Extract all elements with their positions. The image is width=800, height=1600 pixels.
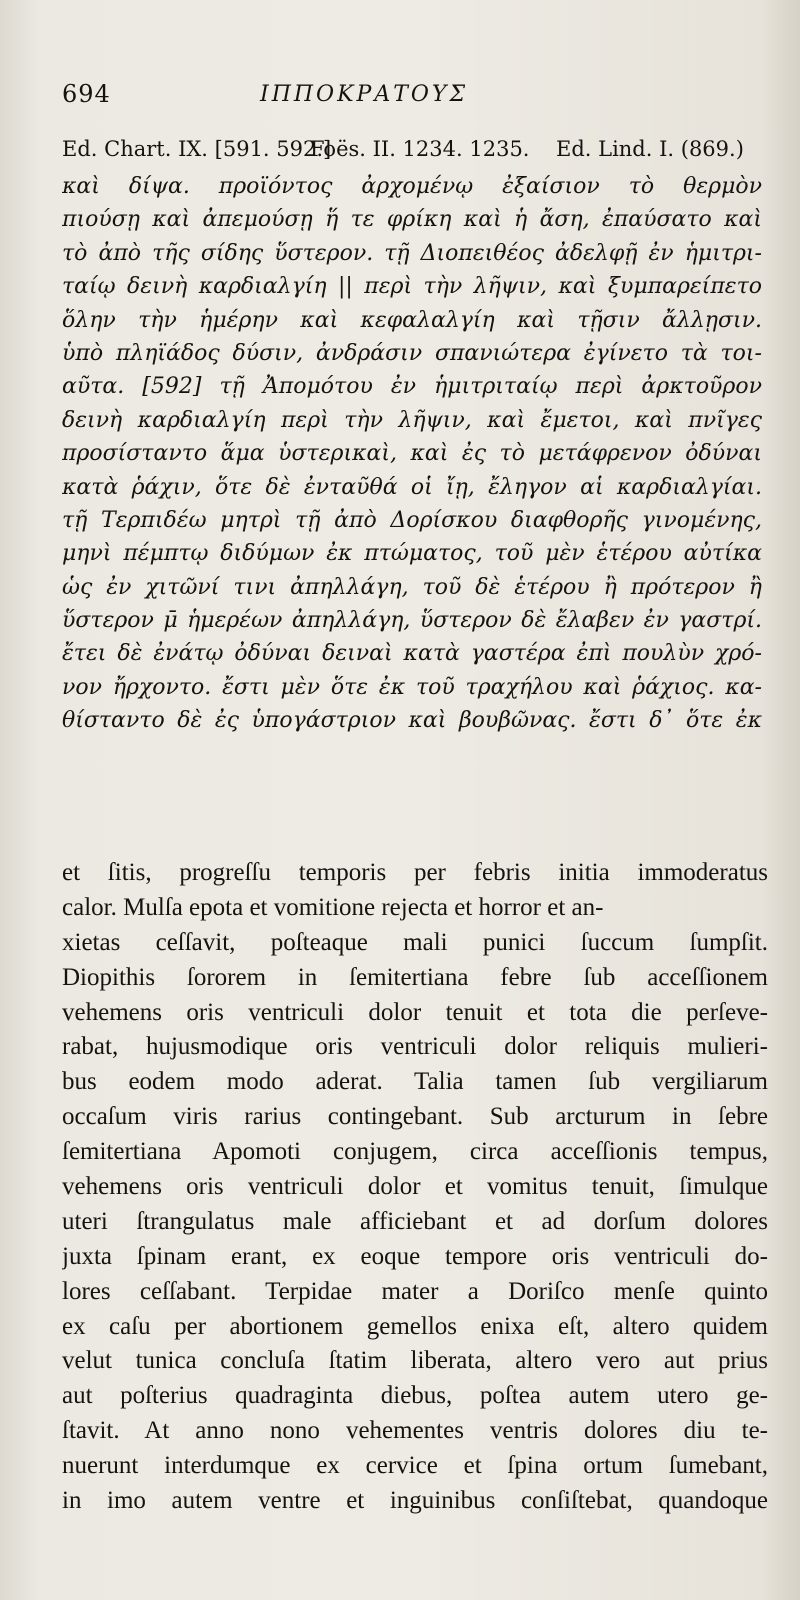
latin-line: in imo autem ventre et inguinibus conſiſtebat, quandoque <box>62 1487 768 1515</box>
latin-line: vehemens oris ventriculi dolor et vomitus tenuit, ſimulque <box>62 1173 768 1201</box>
greek-line: ὡς ἐν χιτῶνί τινι ἀπηλλάγη, τοῦ δὲ ἑτέρου ἢ πρότερον ἢ <box>62 574 762 600</box>
latin-line: velut tunica concluſa ſtatim liberata, altero vero aut prius <box>62 1347 768 1375</box>
latin-line: vehemens oris ventriculi dolor tenuit et tota die perſeve- <box>62 998 768 1026</box>
greek-line: τῇ Τερπιδέω μητρὶ τῇ ἀπὸ Δορίσκου διαφθορῆς γινομένης, <box>62 507 762 533</box>
greek-line: ὕστερον μ̄ ἡμερέων ἀπηλλάγη, ὕστερον δὲ ἔλαβεν ἐν γαστρί. <box>62 608 762 634</box>
latin-line: Diopithis ſororem in ſemitertiana febre ſub acceſſionem <box>62 963 768 991</box>
foes-reference: Foës. II. 1234. 1235. <box>310 137 530 161</box>
greek-line: νον ἤρχοντο. ἔστι μὲν ὅτε ἐκ τοῦ τραχήλου καὶ ῥάχιος. κα- <box>62 674 762 700</box>
greek-line: ὑπὸ πληϊάδος δύσιν, ἀνδράσιν σπανιώτερα ἐγίνετο τὰ τοι- <box>62 340 762 366</box>
greek-line: ταίῳ δεινὴ καρδιαλγίη || περὶ τὴν λῆψιν, καὶ ξυμπαρείπετο <box>62 274 762 300</box>
latin-line: calor. Mulſa epota et vomitione rejecta et horror et an- <box>62 893 604 921</box>
greek-line: θίσταντο δὲ ἐς ὑπογάστριον καὶ βουβῶνας. ἔστι δ᾽ ὅτε ἐκ <box>62 708 762 734</box>
latin-line: lores ceſſabant. Terpidae mater a Doriſco menſe quinto <box>62 1277 768 1305</box>
greek-line: μηνὶ πέμπτῳ διδύμων ἐκ πτώματος, τοῦ μὲν ἑτέρου αὐτίκα <box>62 541 762 567</box>
greek-line: δεινὴ καρδιαλγίη περὶ τὴν λῆψιν, καὶ ἔμετοι, καὶ πνῖγες <box>62 407 762 433</box>
greek-line: κατὰ ῥάχιν, ὅτε δὲ ἐνταῦθά οἱ ἴῃ, ἔληγον αἱ καρδιαλγίαι. <box>62 474 762 500</box>
latin-line: bus eodem modo aderat. Talia tamen ſub vergiliarum <box>62 1068 768 1096</box>
running-title: ΙΠΠΟΚΡΑΤΟΥΣ <box>260 82 469 107</box>
latin-line: ſemitertiana Apomoti conjugem, circa acceſſionis tempus, <box>62 1138 768 1166</box>
latin-line: xietas ceſſavit, poſteaque mali punici ſuccum ſumpſit. <box>62 928 768 956</box>
latin-translation-block <box>62 856 768 1519</box>
page-number: 694 <box>62 80 111 108</box>
greek-line: ὅλην τὴν ἡμέρην καὶ κεφαλαλγίη καὶ τῇσιν ἄλλῃσιν. <box>62 307 762 333</box>
latin-line: uteri ſtrangulatus male afficiebant et ad dorſum dolores <box>62 1207 768 1235</box>
latin-line: ex caſu per abortionem gemellos enixa eſt, altero quidem <box>62 1312 768 1340</box>
greek-line: πιούσῃ καὶ ἀπεμούσῃ ἥ τε φρίκη καὶ ἡ ἄση, ἐπαύσατο καὶ <box>62 207 762 233</box>
greek-line: προσίσταντο ἅμα ὑστερικαὶ, καὶ ἐς τὸ μετάφρενον ὀδύναι <box>62 441 762 467</box>
latin-line: nuerunt interdumque ex cervice et ſpina ortum ſumebant, <box>62 1452 768 1480</box>
greek-line: ἔτει δὲ ἐνάτῳ ὀδύναι δειναὶ κατὰ γαστέρα ἐπὶ πουλὺν χρό- <box>62 641 762 667</box>
greek-line: καὶ δίψα. προϊόντος ἀρχομένῳ ἐξαίσιον τὸ θερμὸν <box>62 174 762 199</box>
latin-line: aut poſterius quadraginta diebus, poſtea autem utero ge- <box>62 1382 768 1410</box>
greek-text-block <box>62 170 762 738</box>
latin-line: juxta ſpinam erant, ex eoque tempore oris ventriculi do- <box>62 1242 768 1270</box>
chartier-reference: Ed. Chart. IX. [591. 592.] <box>62 137 332 161</box>
latin-line: rabat, hujusmodique oris ventriculi dolor reliquis mulieri- <box>62 1033 768 1061</box>
latin-line: et ſitis, progreſſu temporis per febris initia immoderatus <box>62 859 768 886</box>
latin-line: ſtavit. At anno nono vehementes ventris dolores diu te- <box>62 1417 768 1445</box>
page-header <box>62 80 752 120</box>
linden-reference: Ed. Lind. I. (869.) <box>556 137 744 161</box>
greek-line: τὸ ἀπὸ τῆς σίδης ὕστερον. τῇ Διοπειθέος ἀδελφῇ ἐν ἡμιτρι- <box>62 240 762 266</box>
greek-line: αῦτα. [592] τῇ Ἀπομότου ἐν ἡμιτριταίῳ περὶ ἀρκτοῦρον <box>62 374 762 400</box>
latin-line: occaſum viris rarius contingebant. Sub arcturum in ſebre <box>62 1103 768 1131</box>
